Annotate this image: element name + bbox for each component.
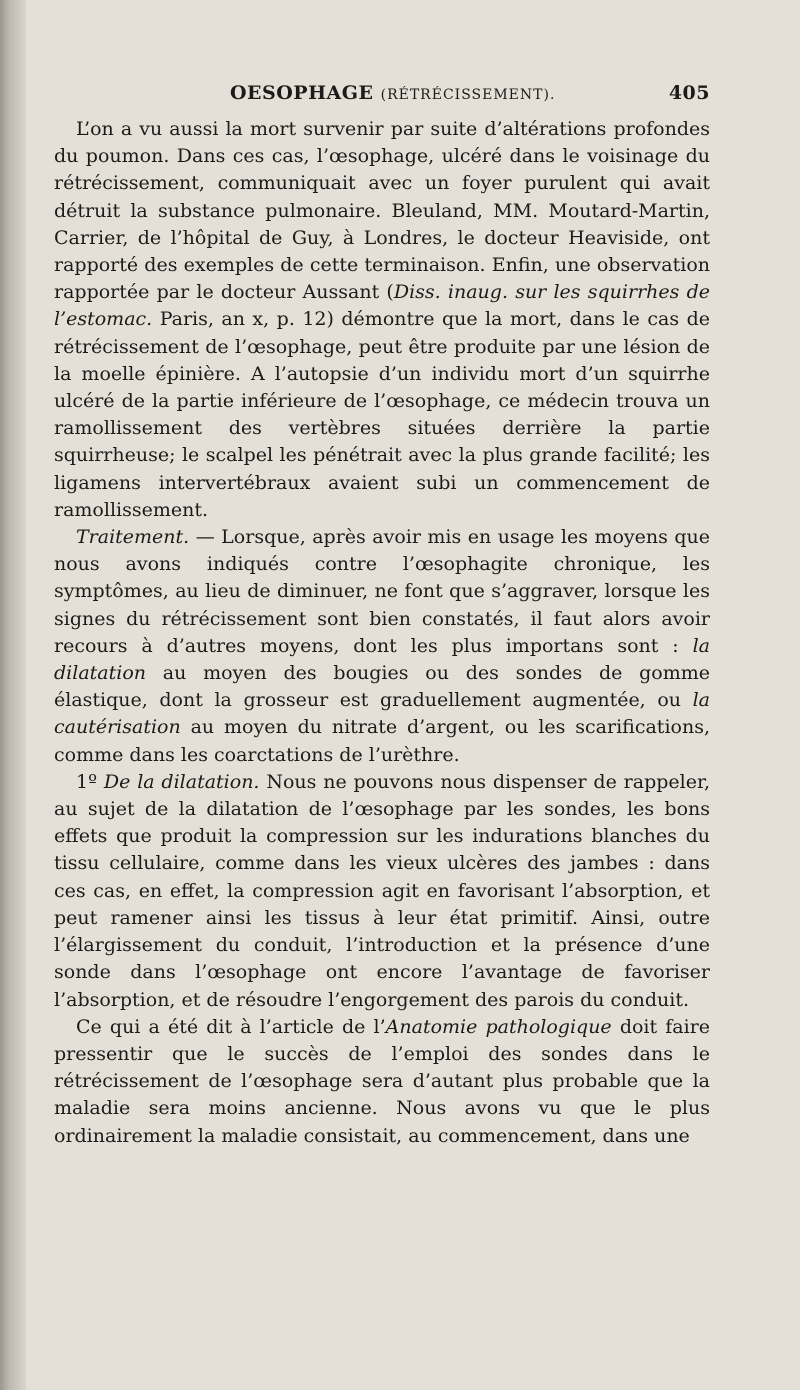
run: Paris, an x, p. 12) démontre que la mort, dans le cas de rétrécissement de l’œsophage, peut être produite par une lésion de la moelle épinière. A l’autopsie d’un individu mort d’un squirrhe ulcéré de la partie inférieure de l’œsophage, ce médecin trouva un ramollissement des vertèbres situées derrière la partie squirrheuse; le scalpel les pénétrait avec la plus grande facilité; les ligamens intervertébraux avaient subi un commencement de ramollissement.: [54, 308, 710, 521]
run: L’on a vu aussi la mort survenir par suite d’altérations profondes du poumon. Dans ces cas, l’œsophage, ulcéré dans le voisinage du rétrécissement, communiquait avec un foyer purulent qui avait détruit la substance pulmonaire. Bleuland, MM. Moutard-Martin, Carrier, de l’hôpital de Guy, à Londres, le docteur Heaviside, ont rapporté des exemples de cette terminaison. Enfin, une observation rapportée par le docteur Aussant (: [54, 118, 710, 304]
term-dilatation: la dilatation: [54, 634, 710, 685]
citation-title: Diss. inaug. sur les squirrhes de l’estomac.: [54, 281, 710, 331]
page-spine-shadow: [0, 0, 26, 1390]
page-number: 405: [668, 82, 710, 104]
run: Ce qui a été dit à l’article de l’: [76, 1015, 386, 1038]
run: 1º: [76, 770, 104, 793]
text-block: [54, 82, 710, 1150]
running-title-main: OESOPHAGE: [230, 82, 374, 104]
run: au moyen du nitrate d’argent, ou les scarifications, comme dans les coarctations de l’urèthre.: [54, 716, 710, 766]
running-title-sub: (RÉTRÉCISSEMENT).: [380, 87, 556, 103]
section-heading-dilatation: De la dilatation.: [103, 770, 260, 793]
paragraph-anatomie: [54, 1014, 710, 1150]
paragraph-complications: [54, 116, 710, 524]
run: au moyen des bougies ou des sondes de gomme élastique, dont la grosseur est graduellement augmentée, ou: [54, 662, 710, 712]
run: Nous ne pouvons nous dispenser de rappeler, au sujet de la dilatation de l’œsophage par les sondes, les bons effets que produit la compression sur les indurations blanches du tissu cellulaire, comme dans les vieux ulcères des jambes : dans ces cas, en effet, la compression agit en favorisant l’absorption, et peut ramener ainsi les tissus à leur état primitif. Ainsi, outre l’élargissement du conduit, l’introduction et la présence d’une sonde dans l’œsophage ont encore l’avantage de favoriser l’absorption, et de résoudre l’engorgement des parois du conduit.: [54, 770, 711, 1011]
running-title: [230, 82, 555, 104]
run: doit faire pressentir que le succès de l’emploi des sondes dans le rétrécissement de l’œsophage sera d’autant plus probable que la maladie sera moins ancienne. Nous avons vu que le plus ordinairement la maladie consistait, au commencement, dans une: [54, 1015, 711, 1147]
paragraph-traitement: [54, 524, 710, 769]
running-header: [54, 82, 710, 116]
term-anatomie-pathologique: Anatomie pathologique: [385, 1015, 612, 1038]
paragraph-dilatation: [54, 769, 710, 1014]
section-heading-traitement: Traitement.: [76, 526, 190, 549]
run: — Lorsque, après avoir mis en usage les moyens que nous avons indiqués contre l’œsophagite chronique, les symptômes, au lieu de diminuer, ne font que s’aggraver, lorsque les signes du rétrécissement sont bien constatés, il faut alors avoir recours à d’autres moyens, dont les plus importans sont :: [54, 526, 710, 657]
term-cauterisation: la cautérisation: [54, 689, 710, 739]
